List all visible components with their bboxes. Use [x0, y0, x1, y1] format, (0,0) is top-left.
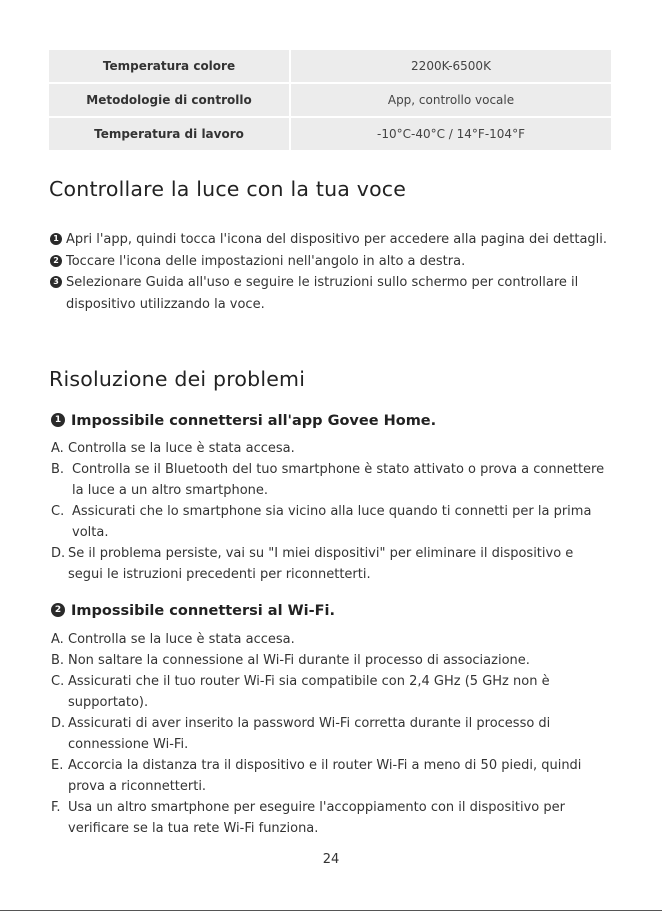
item-text: Assicurati che il tuo router Wi-Fi sia compatibile con 2,4 GHz (5 GHz non è supportato).	[68, 674, 550, 710]
list-item	[50, 251, 610, 273]
item-letter: B.	[51, 462, 65, 477]
step-text: Toccare l'icona delle impostazioni nell'angolo in alto a destra.	[66, 253, 466, 269]
item-text: Assicurati che lo smartphone sia vicino alla luce quando ti connetti per la prima volta.	[72, 504, 592, 540]
item-text: Controlla se la luce è stata accesa.	[68, 632, 295, 647]
problem-title: Impossibile connettersi al Wi-Fi.	[71, 603, 335, 619]
item-text: Controlla se il Bluetooth del tuo smartphone è stato attivato o prova a connettere la luce a un altro smartphone.	[72, 462, 605, 498]
item-letter: F.	[51, 800, 61, 815]
list-item	[51, 713, 611, 755]
spec-row	[49, 118, 611, 150]
item-letter: D.	[51, 716, 66, 731]
page-bottom-divider	[0, 910, 662, 911]
step-number-badge: 3	[50, 276, 62, 288]
item-text: Se il problema persiste, vai su "I miei dispositivi" per eliminare il dispositivo e segui le istruzioni precedenti per riconnetterti.	[68, 546, 574, 582]
problem-2-list	[51, 629, 611, 839]
item-letter: E.	[51, 758, 64, 773]
spec-value: 2200K-6500K	[289, 50, 611, 82]
item-text: Assicurati di aver inserito la password Wi-Fi corretta durante il processo di connessione Wi-Fi.	[68, 716, 551, 752]
item-text: Usa un altro smartphone per eseguire l'accoppiamento con il dispositivo per verificare se la tua rete Wi-Fi funziona.	[68, 800, 565, 836]
item-text: Accorcia la distanza tra il dispositivo e il router Wi-Fi a meno di 50 piedi, quindi prova a riconnetterti.	[68, 758, 582, 794]
list-item	[51, 543, 611, 585]
spec-row	[49, 84, 611, 116]
list-item	[50, 229, 610, 251]
step-text: Apri l'app, quindi tocca l'icona del dispositivo per accedere alla pagina dei dettagli.	[66, 232, 608, 247]
spec-label: Temperatura colore	[49, 50, 289, 82]
spec-label: Metodologie di controllo	[49, 84, 289, 116]
item-text: Controlla se la luce è stata accesa.	[68, 441, 295, 456]
item-letter: C.	[51, 674, 65, 689]
voice-section-title: Controllare la luce con la tua voce	[49, 177, 407, 201]
problem-1-heading	[51, 413, 436, 429]
item-text: Non saltare la connessione al Wi-Fi durante il processo di associazione.	[68, 653, 530, 668]
spec-label: Temperatura di lavoro	[49, 118, 289, 150]
problem-2-heading	[51, 603, 335, 619]
item-letter: B.	[51, 653, 65, 668]
list-item	[51, 797, 611, 839]
item-letter: C.	[51, 504, 65, 519]
problem-number-badge: 2	[51, 603, 65, 617]
item-letter: A.	[51, 441, 64, 456]
problem-number-badge: 1	[51, 413, 65, 427]
list-item	[51, 438, 611, 459]
spec-table	[49, 48, 611, 152]
list-item	[51, 629, 611, 650]
list-item	[51, 671, 611, 713]
problem-title: Impossibile connettersi all'app Govee Home.	[71, 413, 437, 429]
step-number-badge: 1	[50, 233, 62, 245]
step-text: Selezionare Guida all'uso e seguire le istruzioni sullo schermo per controllare il dispositivo utilizzando la voce.	[66, 275, 579, 312]
list-item	[50, 272, 610, 315]
troubleshooting-title: Risoluzione dei problemi	[49, 367, 306, 391]
problem-1-list	[51, 438, 611, 585]
list-item	[51, 650, 611, 671]
item-letter: D.	[51, 546, 66, 561]
page-number: 24	[322, 852, 340, 867]
spec-value: -10°C-40°C / 14°F-104°F	[289, 118, 611, 150]
list-item	[51, 459, 611, 501]
spec-row	[49, 50, 611, 82]
step-number-badge: 2	[50, 255, 62, 267]
spec-value: App, controllo vocale	[289, 84, 611, 116]
list-item	[51, 755, 611, 797]
item-letter: A.	[51, 632, 64, 647]
voice-steps-list	[50, 229, 610, 315]
list-item	[51, 501, 611, 543]
